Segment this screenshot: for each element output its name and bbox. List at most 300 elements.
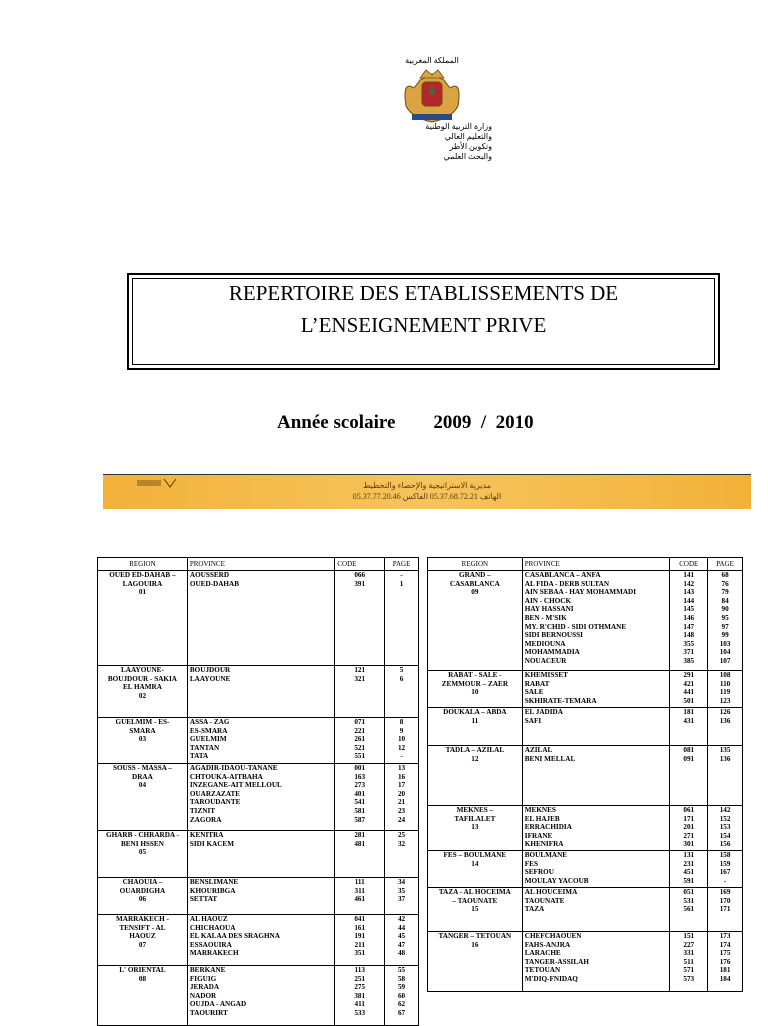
province-cell-line: MY. R'CHID - SIDI OTHMANE bbox=[524, 622, 627, 631]
region-cell-line: 01 bbox=[138, 588, 147, 597]
province-cell-line: INZEGANE-AIT MELLOUL bbox=[189, 781, 282, 790]
page-cell-line: 62 bbox=[397, 1000, 406, 1009]
page-cell bbox=[708, 708, 743, 746]
region-cell-lines bbox=[430, 708, 520, 725]
banner-arabic-text: مديرية الاستراتيجية والإحصاء والتخطيط bbox=[362, 481, 492, 490]
code-cell bbox=[670, 888, 708, 932]
code-cell-lines bbox=[337, 966, 382, 1018]
code-cell-line: 121 bbox=[354, 666, 366, 674]
page-cell-lines bbox=[710, 851, 740, 885]
code-cell-line: 501 bbox=[683, 696, 695, 705]
page-cell-line: 42 bbox=[397, 915, 406, 923]
page-cell-lines bbox=[387, 666, 416, 683]
page-cell-line: 55 bbox=[397, 966, 406, 974]
page-cell-line: 67 bbox=[397, 1008, 406, 1017]
page-cell-line: 97 bbox=[721, 622, 729, 631]
province-cell-line: CASABLANCA – ANFA bbox=[524, 571, 601, 579]
province-cell-line: MEDIOUNA bbox=[524, 639, 566, 648]
ministry-header bbox=[372, 56, 492, 168]
code-cell-lines bbox=[672, 708, 705, 725]
province-cell-line: SETTAT bbox=[189, 895, 218, 904]
province-cell-line: BEN - M'SIK bbox=[524, 613, 567, 622]
region-cell bbox=[428, 708, 523, 746]
page-cell bbox=[385, 878, 419, 915]
region-cell-line: OUARDIGHA bbox=[119, 886, 166, 895]
code-cell-line: 431 bbox=[683, 716, 695, 725]
table-row bbox=[98, 571, 419, 666]
page-cell-line: 175 bbox=[719, 949, 731, 958]
province-cell-line: TIZNIT bbox=[189, 806, 216, 815]
page-cell-lines bbox=[387, 764, 416, 824]
province-cell-line: AOUSSERD bbox=[189, 571, 230, 579]
page-cell-line: 152 bbox=[719, 814, 731, 823]
region-cell-line: OUED ED-DAHAB – bbox=[109, 571, 176, 579]
province-cell-line: SIDI BERNOUSSI bbox=[524, 631, 583, 640]
code-cell-line: 531 bbox=[683, 896, 695, 905]
region-cell-line: EL HAMRA bbox=[122, 683, 162, 692]
code-cell-line: 511 bbox=[683, 957, 694, 966]
title-line-2: L’ENSEIGNEMENT PRIVE bbox=[300, 313, 547, 337]
code-cell-line: 385 bbox=[683, 656, 695, 665]
table-row bbox=[428, 746, 743, 806]
school-year bbox=[277, 412, 534, 434]
region-cell-lines bbox=[430, 888, 520, 914]
code-cell-lines bbox=[672, 888, 705, 914]
region-cell-line: 07 bbox=[138, 940, 147, 949]
province-cell-line: OUARZAZATE bbox=[189, 789, 241, 798]
page-cell-line: 25 bbox=[397, 831, 406, 839]
code-cell bbox=[335, 764, 385, 831]
region-cell-line: 05 bbox=[138, 848, 147, 857]
code-cell bbox=[335, 666, 385, 718]
page-cell-line: - bbox=[400, 752, 403, 761]
code-cell-lines bbox=[337, 571, 382, 588]
code-cell-line: 191 bbox=[354, 932, 366, 941]
province-cell bbox=[187, 718, 334, 764]
province-cell-line: SALE bbox=[524, 688, 544, 697]
province-cell-line: TANGER-ASSILAH bbox=[524, 957, 589, 966]
province-cell-line: TAROUDANTE bbox=[189, 798, 241, 807]
province-cell-line: AL HAOUZ bbox=[189, 915, 228, 923]
code-cell bbox=[670, 806, 708, 851]
region-cell-line: MEKNES – bbox=[456, 806, 494, 814]
code-cell-line: 401 bbox=[354, 789, 366, 798]
region-cell-line: CASABLANCA bbox=[449, 579, 500, 588]
page-cell-lines bbox=[710, 932, 740, 984]
code-cell-line: 551 bbox=[354, 752, 366, 761]
code-cell-lines bbox=[337, 831, 382, 848]
province-cell-line: BENI MELLAL bbox=[524, 754, 576, 763]
province-cell bbox=[522, 932, 670, 992]
code-cell-line: 355 bbox=[683, 639, 695, 648]
code-cell-line: 147 bbox=[683, 622, 695, 631]
code-cell-line: 041 bbox=[354, 915, 366, 923]
page-cell-lines bbox=[387, 966, 416, 1018]
page-cell bbox=[385, 666, 419, 718]
province-cell-line: BENSLIMANE bbox=[189, 878, 239, 886]
code-cell-line: 181 bbox=[683, 708, 695, 716]
code-cell-line: 451 bbox=[683, 868, 695, 877]
code-cell-line: 371 bbox=[683, 648, 695, 657]
code-cell bbox=[670, 746, 708, 806]
code-cell-line: 441 bbox=[683, 688, 695, 697]
table-row bbox=[428, 851, 743, 888]
code-cell-line: 481 bbox=[354, 839, 366, 848]
region-cell-line: 15 bbox=[471, 905, 479, 914]
page-cell-line: 13 bbox=[397, 764, 406, 772]
province-cell-lines bbox=[525, 932, 668, 984]
page-cell-line: 156 bbox=[719, 840, 731, 849]
province-cell bbox=[187, 831, 334, 878]
province-cell-line: TANTAN bbox=[189, 743, 220, 752]
code-cell-line: 311 bbox=[354, 886, 365, 895]
page-cell bbox=[708, 888, 743, 932]
province-cell bbox=[187, 666, 334, 718]
region-cell-line: TAFILALET bbox=[454, 814, 496, 823]
province-cell-line: ASSA - ZAG bbox=[189, 718, 230, 726]
province-cell bbox=[522, 708, 670, 746]
province-cell bbox=[522, 888, 670, 932]
code-cell bbox=[670, 671, 708, 708]
table-row bbox=[98, 878, 419, 915]
page-cell-line: 136 bbox=[719, 716, 731, 725]
page-cell-line: 79 bbox=[721, 588, 729, 597]
page-cell-lines bbox=[710, 671, 740, 705]
province-cell-lines bbox=[525, 571, 668, 666]
region-cell-lines bbox=[100, 878, 185, 904]
code-cell-line: 321 bbox=[354, 674, 366, 683]
region-cell-line: TENSIFT - AL bbox=[119, 923, 166, 932]
page-cell-line: 159 bbox=[719, 859, 731, 868]
province-cell-line: M'DIQ-FNIDAQ bbox=[524, 974, 578, 983]
code-cell-line: 231 bbox=[683, 859, 695, 868]
region-cell bbox=[428, 888, 523, 932]
code-cell-line: 391 bbox=[354, 579, 366, 588]
column-header-province: PROVINCE bbox=[187, 558, 334, 571]
page-cell bbox=[708, 851, 743, 888]
page-cell bbox=[385, 831, 419, 878]
code-cell-lines bbox=[672, 571, 705, 666]
code-cell-line: 066 bbox=[354, 571, 366, 579]
code-cell-line: 275 bbox=[354, 983, 366, 992]
page-cell-line: 5 bbox=[399, 666, 404, 674]
title-box bbox=[127, 273, 720, 370]
region-cell-lines bbox=[430, 932, 520, 949]
page-cell-line: 99 bbox=[721, 631, 729, 640]
province-cell-line: SEFROU bbox=[524, 868, 554, 877]
province-cell-lines bbox=[525, 671, 668, 705]
region-cell-line: GRAND – bbox=[459, 571, 491, 579]
page-cell-line: 47 bbox=[397, 940, 406, 949]
province-cell-line: TETOUAN bbox=[524, 966, 561, 975]
region-cell-line: TANGER – TETOUAN bbox=[438, 932, 512, 940]
code-cell-line: 281 bbox=[354, 831, 366, 839]
region-cell-line: LAGOUIRA bbox=[122, 579, 163, 588]
code-cell-line: 251 bbox=[354, 974, 366, 983]
column-header-code: CODE bbox=[335, 558, 385, 571]
page-cell-line: 20 bbox=[397, 789, 406, 798]
page-cell-line: 68 bbox=[721, 571, 729, 579]
province-cell-line: KHENIFRA bbox=[524, 840, 564, 849]
province-cell-lines bbox=[190, 764, 332, 824]
page-cell-line: 119 bbox=[719, 688, 731, 697]
province-cell-lines bbox=[525, 851, 668, 885]
page-cell bbox=[708, 932, 743, 992]
page-cell-line: 90 bbox=[721, 605, 729, 614]
code-cell-lines bbox=[672, 806, 705, 849]
column-header-province: PROVINCE bbox=[522, 558, 670, 571]
province-cell-line: BOULMANE bbox=[524, 851, 568, 859]
region-cell-line: SOUSS - MASSA – bbox=[112, 764, 172, 772]
page-cell-line: - bbox=[723, 876, 727, 885]
province-cell-line: IFRANE bbox=[524, 831, 553, 840]
code-cell-line: 146 bbox=[683, 613, 695, 622]
page-cell-line: 37 bbox=[397, 895, 406, 904]
code-cell-line: 571 bbox=[683, 966, 695, 975]
region-cell-line: TAZA - AL HOCEIMA bbox=[438, 888, 511, 896]
page-cell-line: 59 bbox=[397, 983, 406, 992]
province-cell-line: MARRAKECH bbox=[189, 949, 239, 958]
region-cell bbox=[428, 932, 523, 992]
region-cell-line: DOUKALA – ABDA bbox=[443, 708, 507, 716]
code-cell bbox=[670, 932, 708, 992]
column-header-region: REGION bbox=[98, 558, 188, 571]
page-cell-line: 9 bbox=[399, 726, 404, 735]
region-cell-line: GHARB - CHRARDA - bbox=[106, 831, 179, 839]
code-cell-lines bbox=[337, 764, 382, 824]
page-cell bbox=[385, 718, 419, 764]
page-cell-line: 16 bbox=[397, 772, 406, 781]
code-cell-line: 381 bbox=[354, 991, 366, 1000]
region-cell-line: HAOUZ bbox=[129, 932, 156, 941]
page-cell-line: 123 bbox=[719, 696, 731, 705]
code-cell-line: 261 bbox=[354, 735, 366, 744]
province-cell bbox=[522, 746, 670, 806]
code-cell-lines bbox=[337, 666, 382, 683]
province-cell-line: NOUACEUR bbox=[524, 656, 567, 665]
code-cell bbox=[335, 966, 385, 1026]
province-cell-line: AL FIDA - DERB SULTAN bbox=[524, 579, 610, 588]
page-cell-line: 136 bbox=[719, 754, 731, 763]
region-cell bbox=[428, 571, 523, 671]
page-cell-lines bbox=[387, 831, 416, 848]
region-cell-line: L' ORIENTAL bbox=[119, 966, 166, 974]
region-cell bbox=[98, 878, 188, 915]
region-cell-line: ZEMMOUR – ZAER bbox=[441, 679, 509, 688]
page-cell-line: 60 bbox=[397, 991, 406, 1000]
code-cell-line: 201 bbox=[683, 823, 695, 832]
region-cell-line: 09 bbox=[471, 588, 479, 597]
region-cell-line: SMARA bbox=[129, 726, 156, 735]
page-cell-line: 135 bbox=[719, 746, 731, 754]
page-cell-line: 17 bbox=[397, 781, 406, 790]
code-cell-line: 221 bbox=[354, 726, 366, 735]
table-row bbox=[98, 966, 419, 1026]
page-cell-line: 44 bbox=[397, 923, 406, 932]
banner-phone-fax: الهاتف 05.37.68.72.21 الفاكس 05.37.77.20.46 bbox=[352, 492, 502, 501]
page-cell-line: 76 bbox=[721, 579, 729, 588]
code-cell-line: 521 bbox=[354, 743, 366, 752]
page-cell-line: - bbox=[400, 571, 403, 579]
province-cell-line: FIGUIG bbox=[189, 974, 217, 983]
province-cell-line: LAAYOUNE bbox=[189, 674, 231, 683]
region-cell-line: – TAOUNATE bbox=[452, 896, 498, 905]
province-cell-lines bbox=[190, 571, 332, 588]
page-cell-line: 32 bbox=[397, 839, 406, 848]
code-cell-line: 591 bbox=[683, 876, 695, 885]
code-cell-lines bbox=[337, 718, 382, 761]
province-cell-lines bbox=[190, 915, 332, 958]
code-cell-line: 148 bbox=[683, 631, 695, 640]
page-cell-line: 171 bbox=[719, 905, 731, 914]
region-cell-lines bbox=[100, 764, 185, 790]
region-cell-line: 06 bbox=[138, 895, 147, 904]
page-cell-line: 35 bbox=[397, 886, 406, 895]
page-cell-line: 103 bbox=[719, 639, 731, 648]
page-cell-line: 95 bbox=[721, 613, 729, 622]
province-cell bbox=[522, 671, 670, 708]
page-cell bbox=[385, 915, 419, 966]
page-cell-lines bbox=[710, 746, 740, 763]
table-row bbox=[98, 764, 419, 831]
page-cell-line: 58 bbox=[397, 974, 406, 983]
code-cell-line: 111 bbox=[354, 878, 365, 886]
page-cell-line: 170 bbox=[719, 896, 731, 905]
region-cell-line: 03 bbox=[138, 735, 147, 744]
code-cell-line: 541 bbox=[354, 798, 366, 807]
page-cell-line: 34 bbox=[397, 878, 406, 886]
code-cell-line: 001 bbox=[354, 764, 366, 772]
province-cell-line: EL KALAA DES SRAGHNA bbox=[189, 932, 280, 941]
code-cell-line: 071 bbox=[354, 718, 366, 726]
province-cell-line: MOHAMMADIA bbox=[524, 648, 580, 657]
code-cell-line: 573 bbox=[683, 974, 695, 983]
region-cell-line: 02 bbox=[138, 691, 147, 700]
code-cell-line: 144 bbox=[683, 596, 695, 605]
code-cell-line: 142 bbox=[683, 579, 695, 588]
region-cell-lines bbox=[430, 671, 520, 697]
code-cell-line: 461 bbox=[354, 895, 366, 904]
code-cell-line: 411 bbox=[354, 1000, 365, 1009]
code-cell-line: 533 bbox=[354, 1008, 366, 1017]
region-cell-line: 12 bbox=[471, 754, 479, 763]
province-cell-line: TAZA bbox=[524, 905, 545, 914]
region-cell-line: 08 bbox=[138, 974, 147, 983]
province-cell-line: TAOURIRT bbox=[189, 1008, 228, 1017]
table-row bbox=[428, 571, 743, 671]
province-cell-line: OUJDA - ANGAD bbox=[189, 1000, 247, 1009]
province-cell bbox=[187, 571, 334, 666]
page-cell-lines bbox=[387, 571, 416, 588]
region-cell-lines bbox=[100, 831, 185, 857]
page-cell-lines bbox=[710, 708, 740, 725]
province-cell-line: ZAGORA bbox=[189, 815, 222, 824]
province-cell-line: LARACHE bbox=[524, 949, 561, 958]
region-cell-line: 16 bbox=[471, 940, 479, 949]
table-row bbox=[428, 932, 743, 992]
code-cell-line: 113 bbox=[354, 966, 365, 974]
region-cell bbox=[98, 666, 188, 718]
directorate-banner bbox=[103, 475, 751, 509]
region-cell bbox=[98, 764, 188, 831]
page-cell-line: 84 bbox=[721, 596, 729, 605]
region-cell-line: TADLA – AZILAL bbox=[445, 746, 505, 754]
region-cell-lines bbox=[430, 806, 520, 832]
code-cell-line: 291 bbox=[683, 671, 695, 679]
code-cell-line: 561 bbox=[683, 905, 695, 914]
region-cell-lines bbox=[100, 571, 185, 597]
table-row bbox=[428, 888, 743, 932]
ministry-arabic-text: وزارة التربية الوطنية والتعليم العالي وتكوين الأطر والبحث العلمي bbox=[425, 122, 492, 161]
page-cell-line: 108 bbox=[719, 671, 731, 679]
province-cell-line: MEKNES bbox=[524, 806, 556, 814]
column-header-page: PAGE bbox=[385, 558, 419, 571]
province-cell-lines bbox=[190, 831, 332, 848]
code-cell-lines bbox=[672, 851, 705, 885]
province-cell-line: AIN - CHOCK bbox=[524, 596, 572, 605]
province-cell-line: CHICHAOUA bbox=[189, 923, 236, 932]
province-cell-line: FAHS-ANJRA bbox=[524, 940, 571, 949]
royal-coat-of-arms-icon bbox=[372, 66, 492, 126]
region-cell bbox=[98, 915, 188, 966]
page-cell-line: 174 bbox=[719, 940, 731, 949]
page-cell-line: 158 bbox=[719, 851, 731, 859]
code-cell-line: 051 bbox=[683, 888, 695, 896]
code-cell-line: 301 bbox=[683, 840, 695, 849]
page-cell-lines bbox=[710, 806, 740, 849]
table-row bbox=[98, 666, 419, 718]
code-cell-line: 163 bbox=[354, 772, 366, 781]
code-cell bbox=[335, 878, 385, 915]
region-cell-line: 14 bbox=[471, 859, 479, 868]
code-cell-lines bbox=[672, 746, 705, 763]
province-cell-line: ES-SMARA bbox=[189, 726, 228, 735]
province-cell-line: AL HOUCEIMA bbox=[524, 888, 578, 896]
code-cell-line: 131 bbox=[683, 851, 695, 859]
province-cell-line: SAFI bbox=[524, 716, 542, 725]
region-cell-line: BOUJDOUR - SAKIA bbox=[107, 674, 177, 683]
region-cell-lines bbox=[100, 966, 185, 983]
province-cell-line: BERKANE bbox=[189, 966, 226, 974]
region-cell-lines bbox=[430, 851, 520, 868]
code-cell-line: 171 bbox=[683, 814, 695, 823]
province-cell-line: EL HAJEB bbox=[524, 814, 560, 823]
page-cell-line: 110 bbox=[719, 679, 731, 688]
page-cell-line: 173 bbox=[719, 932, 731, 940]
page-cell-line: 10 bbox=[397, 735, 406, 744]
province-cell bbox=[522, 571, 670, 671]
regions-table-right bbox=[427, 557, 743, 992]
page-cell-line: 153 bbox=[719, 823, 731, 832]
code-cell bbox=[670, 708, 708, 746]
province-cell-line: RABAT bbox=[524, 679, 550, 688]
code-cell bbox=[335, 718, 385, 764]
province-cell-lines bbox=[525, 746, 668, 763]
province-cell bbox=[522, 851, 670, 888]
province-cell-line: SIDI KACEM bbox=[189, 839, 235, 848]
province-cell-line: KHOURIBGA bbox=[189, 886, 236, 895]
table-row bbox=[98, 831, 419, 878]
title-line-1: REPERTOIRE DES ETABLISSEMENTS DE bbox=[228, 281, 619, 305]
code-cell-line: 091 bbox=[683, 754, 695, 763]
province-cell-lines bbox=[525, 708, 668, 725]
page-cell-lines bbox=[387, 718, 416, 761]
page-cell bbox=[708, 671, 743, 708]
regions-table-left bbox=[97, 557, 419, 1026]
province-cell bbox=[187, 966, 334, 1026]
province-cell-line: EL JADIDA bbox=[524, 708, 563, 716]
column-header-region: REGION bbox=[428, 558, 523, 571]
